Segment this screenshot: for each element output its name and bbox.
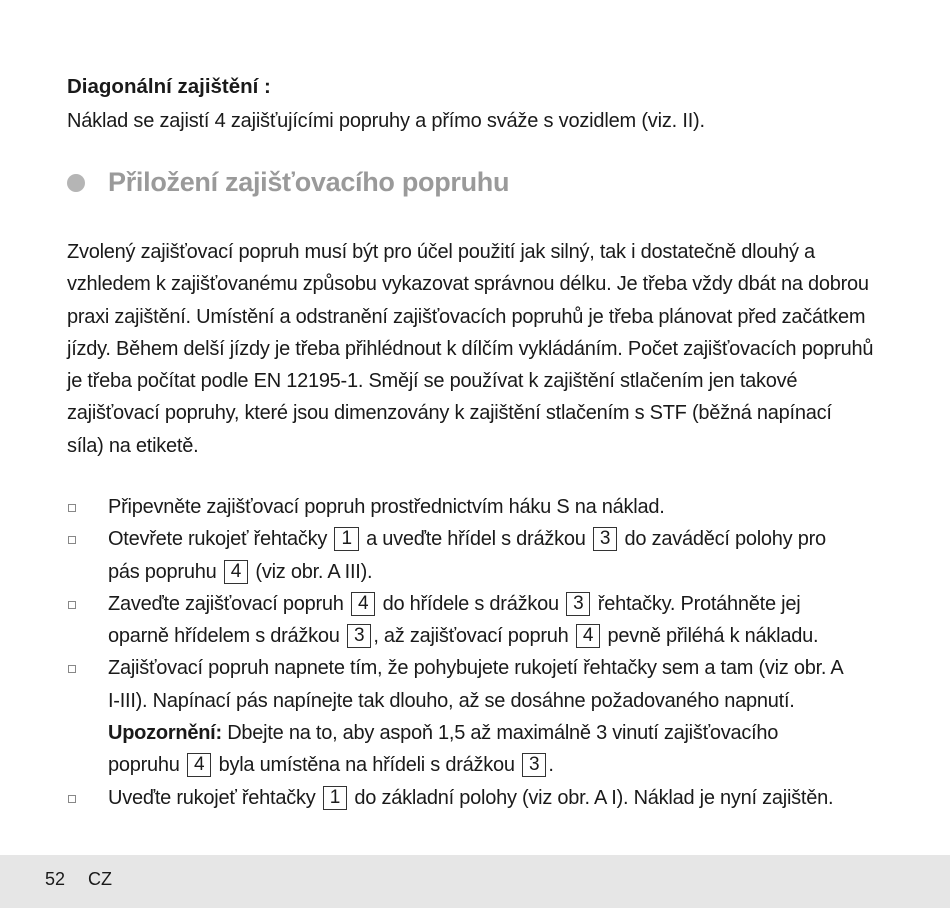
warning-label: Upozornění: <box>108 722 222 745</box>
reference-number: 1 <box>323 786 347 810</box>
reference-number: 1 <box>334 527 358 551</box>
step-line <box>108 523 907 555</box>
step-line <box>108 749 907 781</box>
step-item <box>67 523 907 588</box>
heading-title: Přiložení zajišťovacího popruhu <box>108 167 510 197</box>
step-line <box>108 782 907 814</box>
step-item <box>67 652 907 781</box>
step-line <box>108 717 907 749</box>
step-text: do hřídele s drážkou <box>382 592 559 615</box>
checkbox-icon <box>68 536 76 544</box>
step-line <box>108 620 907 652</box>
para-line: praxi zajištění. Umístění a odstranění zajišťovacích popruhů je třeba plánovat před začátkem <box>67 305 866 328</box>
step-text: Otevřete rukojeť řehtačky <box>108 528 328 551</box>
step-text: (viz obr. A III). <box>255 560 373 583</box>
step-item <box>67 782 907 814</box>
step-text: pevně přiléhá k nákladu. <box>607 625 819 648</box>
step-text: oparně hřídelem s drážkou <box>108 625 340 648</box>
page-footer <box>0 855 950 908</box>
step-text: Uveďte rukojeť řehtačky <box>108 786 316 809</box>
language-code: CZ <box>88 869 112 889</box>
body-paragraph <box>67 236 897 462</box>
para-line: vzhledem k zajišťovanému způsobu vykazovat správnou délku. Je třeba vždy dbát na dobrou <box>67 273 869 296</box>
reference-number: 4 <box>351 592 375 616</box>
reference-number: 3 <box>566 592 590 616</box>
reference-number: 3 <box>522 753 546 777</box>
step-text: byla umístěna na hřídeli s drážkou <box>218 754 515 777</box>
step-text: . <box>548 754 554 777</box>
checkbox-icon <box>68 665 76 673</box>
checkbox-icon <box>68 795 76 803</box>
reference-number: 4 <box>187 753 211 777</box>
para-line: Zvolený zajišťovací popruh musí být pro účel použití jak silný, tak i dostatečně dlouhý a <box>67 241 815 263</box>
reference-number: 4 <box>576 624 600 648</box>
reference-number: 4 <box>224 560 248 584</box>
step-line: I-III). Napínací pás napínejte tak dlouho, až se dosáhne požadovaného napnutí. <box>108 689 795 712</box>
step-text: řehtačky. Protáhněte jej <box>597 592 801 615</box>
step-item <box>67 491 907 523</box>
para-line: síla) na etiketě. <box>67 434 199 457</box>
checkbox-icon <box>68 504 76 512</box>
para-line: zajišťovací popruhy, které jsou dimenzovány k zajištění stlačením s STF (běžná napínací <box>67 402 832 425</box>
step-text: Připevněte zajišťovací popruh prostřednictvím háku S na náklad. <box>108 496 665 518</box>
step-list <box>67 491 907 814</box>
step-text: do základní polohy (viz obr. A I). Náklad je nyní zajištěn. <box>354 786 834 809</box>
step-text: , až zajišťovací popruh <box>373 625 569 648</box>
step-line <box>108 556 907 588</box>
step-text: popruhu <box>108 754 180 777</box>
section-text: Náklad se zajistí 4 zajišťujícími popruhy a přímo sváže s vozidlem (viz. II). <box>67 110 705 132</box>
step-text: do zaváděcí polohy pro <box>624 528 826 551</box>
step-line <box>108 588 907 620</box>
step-line: Zajišťovací popruh napnete tím, že pohybujete rukojetí řehtačky sem a tam (viz obr. A <box>108 657 844 680</box>
step-text: Zaveďte zajišťovací popruh <box>108 592 344 615</box>
step-text: pás popruhu <box>108 560 217 583</box>
para-line: jízdy. Během delší jízdy je třeba přihlédnout k dílčím vykládáním. Počet zajišťovacích popruhů <box>67 337 874 360</box>
step-item <box>67 588 907 653</box>
section-title: Diagonální zajištění : <box>67 75 271 98</box>
page-number: 52 <box>45 869 66 889</box>
step-text: a uveďte hřídel s drážkou <box>366 528 586 551</box>
heading <box>67 167 509 198</box>
checkbox-icon <box>68 601 76 609</box>
reference-number: 3 <box>347 624 371 648</box>
bullet-dot-icon <box>67 174 85 192</box>
step-text: Dbejte na to, aby aspoň 1,5 až maximálně 3 vinutí zajišťovacího <box>227 722 779 745</box>
para-line: je třeba počítat podle EN 12195-1. Smějí se používat k zajištění stlačením jen takové <box>67 370 798 393</box>
reference-number: 3 <box>593 527 617 551</box>
